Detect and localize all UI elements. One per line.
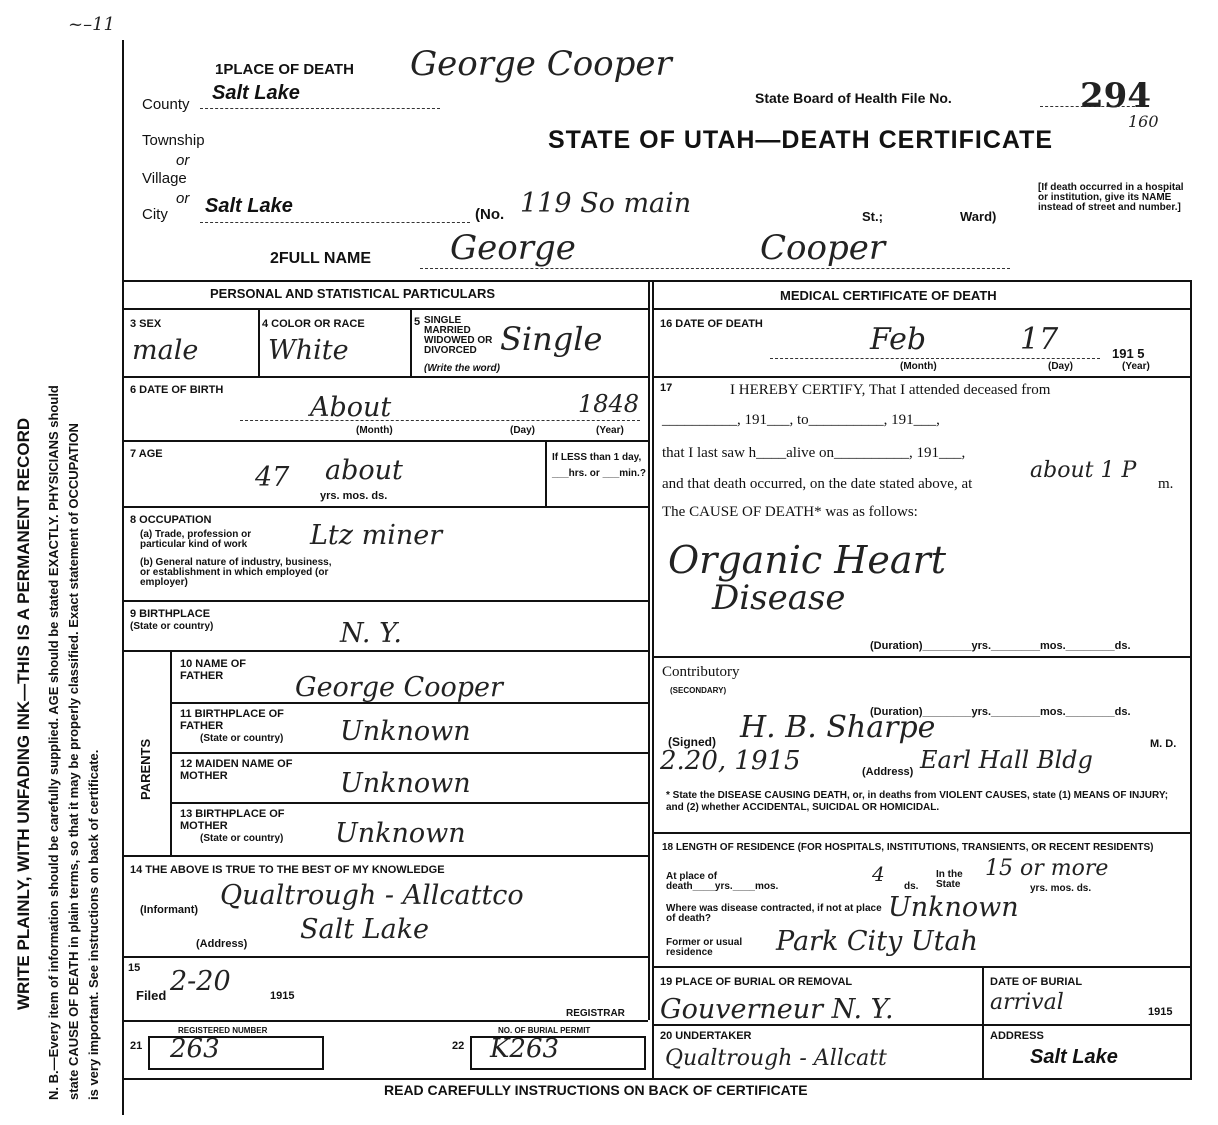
file-number: 294 — [1080, 76, 1151, 116]
age-about: about — [325, 455, 403, 486]
less-than-day: If LESS than 1 day, ___hrs. or ___min.? — [552, 452, 646, 479]
personal-section-title: PERSONAL AND STATISTICAL PARTICULARS — [210, 286, 496, 301]
cause-label: The CAUSE OF DEATH* was as follows: — [662, 504, 918, 520]
secondary-label: (SECONDARY) — [670, 686, 727, 695]
in-state-units: yrs. mos. ds. — [1030, 883, 1092, 894]
side-note-line1: N. B.—Every item of information should be carefully supplied. AGE should be stated EXACTLY. PHYSICIANS should — [46, 385, 61, 1100]
mother-name-value: Unknown — [340, 768, 471, 799]
age-units: yrs. mos. ds. — [320, 490, 388, 502]
corner-mark: ~–11 — [68, 14, 115, 35]
occupation-a: (a) Trade, profession or particular kind of work — [140, 529, 252, 550]
certify-dates: __________, 191___, to__________, 191___, — [662, 412, 940, 428]
full-name-first: George — [450, 228, 576, 268]
signed-label: (Signed) — [668, 735, 716, 749]
dod-day-lbl: (Day) — [1048, 361, 1074, 372]
last-saw-text: that I last saw h____alive on__________, 191___, — [662, 445, 966, 461]
undertaker-address-label: ADDRESS — [990, 1030, 1044, 1042]
sex-value: male — [132, 335, 199, 366]
undertaker-value: Qualtrough - Allcatt — [665, 1046, 887, 1071]
duration-1: (Duration)________yrs.________mos.________ds. — [870, 640, 1131, 652]
burial-place-label: 19 PLACE OF BURIAL OR REMOVAL — [660, 976, 853, 988]
signed-date: 2.20, 1915 — [660, 746, 801, 776]
or-label-1: or — [176, 152, 190, 169]
burial-place-value: Gouverneur N. Y. — [660, 994, 894, 1025]
where-contracted-value: Unknown — [888, 892, 1019, 923]
dod-month: Feb — [870, 322, 927, 357]
cause-footnote: * State the DISEASE CAUSING DEATH, or, in deaths from VIOLENT CAUSES, state (1) MEANS OF INJURY; and (2) whether ACCIDENTAL, SUICIDAL OR HOMICIDAL. — [666, 790, 1169, 813]
dob-year-lbl: (Year) — [596, 425, 624, 436]
dob-value: About — [310, 392, 392, 423]
right-border — [1190, 280, 1192, 1080]
birthplace-sub: (State or country) — [130, 621, 214, 632]
dob-day-lbl: (Day) — [510, 425, 536, 436]
filed-value: 2-20 — [170, 966, 231, 997]
parents-label: PARENTS — [138, 738, 153, 800]
knowledge-label: 14 THE ABOVE IS TRUE TO THE BEST OF MY KNOWLEDGE — [130, 864, 445, 876]
in-state-label: In the State — [936, 869, 963, 890]
street-no-label: (No. — [475, 206, 505, 223]
dod-month-lbl: (Month) — [900, 361, 937, 372]
left-border — [122, 40, 124, 1115]
full-name-label: 2FULL NAME — [270, 250, 372, 267]
dob-month-lbl: (Month) — [356, 425, 393, 436]
informant-address-value: Salt Lake — [300, 914, 430, 945]
dod-year: 191 5 — [1112, 346, 1145, 361]
county-label: County — [142, 96, 190, 113]
undertaker-address-value: Salt Lake — [1030, 1046, 1118, 1068]
place-of-death-handwritten: George Cooper — [410, 44, 672, 84]
contributory-label: Contributory — [662, 664, 740, 680]
mother-name-label: 12 MAIDEN NAME OF MOTHER — [180, 758, 293, 782]
side-warning-text: WRITE PLAINLY, WITH UNFADING INK—THIS IS A PERMANENT RECORD — [14, 417, 33, 1010]
death-time: about 1 P — [1030, 458, 1137, 483]
at-place-label: At place of death____yrs.____mos. — [666, 871, 779, 892]
dob-label: 6 DATE OF BIRTH — [130, 384, 224, 396]
city-value: Salt Lake — [205, 195, 293, 217]
village-label: Village — [142, 170, 187, 187]
md-label: M. D. — [1150, 738, 1177, 750]
county-value: Salt Lake — [212, 82, 300, 104]
in-state-value: 15 or more — [985, 856, 1109, 881]
death-occurred-text: and that death occurred, on the date stated above, at — [662, 476, 973, 492]
burial-year: 1915 — [1148, 1006, 1173, 1018]
reg-number-label: REGISTERED NUMBER — [178, 1026, 268, 1035]
birthplace-value: N. Y. — [340, 618, 402, 649]
marital-options: SINGLE MARRIED WIDOWED OR DIVORCED — [424, 315, 493, 356]
full-name-last: Cooper — [760, 228, 886, 268]
file-number-label: State Board of Health File No. — [755, 90, 952, 106]
residence-label: 18 LENGTH OF RESIDENCE (FOR HOSPITALS, INSTITUTIONS, TRANSIENTS, OR RECENT RESIDENTS) — [662, 842, 1154, 853]
dod-day: 17 — [1020, 322, 1059, 357]
duration-2: (Duration)________yrs.________mos.________ds. — [870, 706, 1131, 718]
mother-birth-sub: (State or country) — [200, 833, 284, 844]
file-note: 160 — [1128, 112, 1159, 131]
dod-label: 16 DATE OF DEATH — [660, 318, 763, 330]
certificate-title: STATE OF UTAH—DEATH CERTIFICATE — [548, 126, 1054, 154]
occupation-b: (b) General nature of industry, business, or establishment in which employed (or employer) — [140, 557, 332, 588]
burial-permit-label: NO. OF BURIAL PERMIT — [498, 1026, 591, 1035]
burial-date-value: arrival — [990, 990, 1064, 1015]
occupation-label: 8 OCCUPATION — [130, 514, 212, 526]
former-residence-value: Park City Utah — [776, 926, 978, 957]
reg-number-value: 263 — [170, 1034, 220, 1064]
former-residence-label: Former or usual residence — [666, 937, 743, 958]
at-place-ds: ds. — [904, 881, 919, 892]
hospital-note: [If death occurred in a hospital or institution, give its NAME instead of street and number.] — [1038, 182, 1184, 213]
informant-value: Qualtrough - Allcattco — [220, 880, 524, 911]
father-birthplace-label: 11 BIRTHPLACE OF FATHER — [180, 708, 284, 732]
street-label: St.; — [862, 209, 883, 224]
street-value: 119 So main — [520, 188, 692, 219]
father-name-label: 10 NAME OF FATHER — [180, 658, 247, 682]
marital-note: (Write the word) — [424, 363, 500, 374]
ward-label: Ward) — [960, 209, 997, 224]
cert-num: 17 — [660, 382, 673, 394]
signed-value: H. B. Sharpe — [740, 710, 936, 745]
filed-year: 1915 — [270, 990, 295, 1002]
sex-label: 3 SEX — [130, 318, 162, 330]
burial-permit-value: K263 — [490, 1034, 560, 1064]
physician-address-label: (Address) — [862, 766, 914, 778]
birthplace-label: 9 BIRTHPLACE — [130, 608, 211, 620]
mother-birthplace-label: 13 BIRTHPLACE OF MOTHER — [180, 808, 285, 832]
filed-label: Filed — [136, 988, 167, 1003]
father-birth-sub: (State or country) — [200, 733, 284, 744]
death-time-unit: m. — [1158, 476, 1174, 492]
footer-instructions: READ CAREFULLY INSTRUCTIONS ON BACK OF CERTIFICATE — [384, 1082, 808, 1098]
father-name-value: George Cooper — [295, 672, 503, 703]
burial-permit-idx: 22 — [452, 1040, 465, 1052]
color-label: 4 COLOR OR RACE — [262, 318, 365, 330]
color-value: White — [268, 335, 349, 366]
father-birthplace-value: Unknown — [340, 716, 471, 747]
reg-num-idx: 21 — [130, 1040, 143, 1052]
side-note-line2: state CAUSE OF DEATH in plain terms, so that it may be properly classified. Exact statement of OCCUPATION — [66, 423, 81, 1100]
age-value: 47 — [255, 462, 290, 493]
informant-label: (Informant) — [140, 904, 199, 916]
occupation-value: Ltz miner — [310, 520, 443, 551]
dob-year: 1848 — [578, 390, 640, 418]
center-divider — [652, 280, 654, 1080]
filed-num: 15 — [128, 962, 141, 974]
cause-value-2: Disease — [712, 578, 846, 618]
physician-address-value: Earl Hall Bldg — [920, 746, 1093, 774]
city-label: City — [142, 206, 168, 223]
marital-value: Single — [500, 320, 603, 358]
place-of-death-label: 1PLACE OF DEATH — [215, 61, 354, 78]
where-contracted-label: Where was disease contracted, if not at place of death? — [666, 903, 882, 924]
undertaker-label: 20 UNDERTAKER — [660, 1030, 752, 1042]
registrar-label: REGISTRAR — [566, 1008, 625, 1019]
medical-section-title: MEDICAL CERTIFICATE OF DEATH — [780, 288, 997, 303]
cause-value-1: Organic Heart — [668, 538, 947, 582]
mother-birthplace-value: Unknown — [335, 818, 466, 849]
dod-year-lbl: (Year) — [1122, 361, 1150, 372]
township-label: Township — [142, 132, 205, 149]
certify-text: I HEREBY CERTIFY, That I attended deceased from — [730, 382, 1051, 398]
burial-date-label: DATE OF BURIAL — [990, 976, 1083, 988]
marital-num: 5 — [414, 316, 421, 328]
side-note-line3: is very important. See instructions on back of certificate. — [86, 749, 101, 1100]
or-label-2: or — [176, 190, 190, 207]
at-place-mos: 4 — [872, 862, 885, 886]
informant-address-label: (Address) — [196, 938, 248, 950]
age-label: 7 AGE — [130, 448, 163, 460]
